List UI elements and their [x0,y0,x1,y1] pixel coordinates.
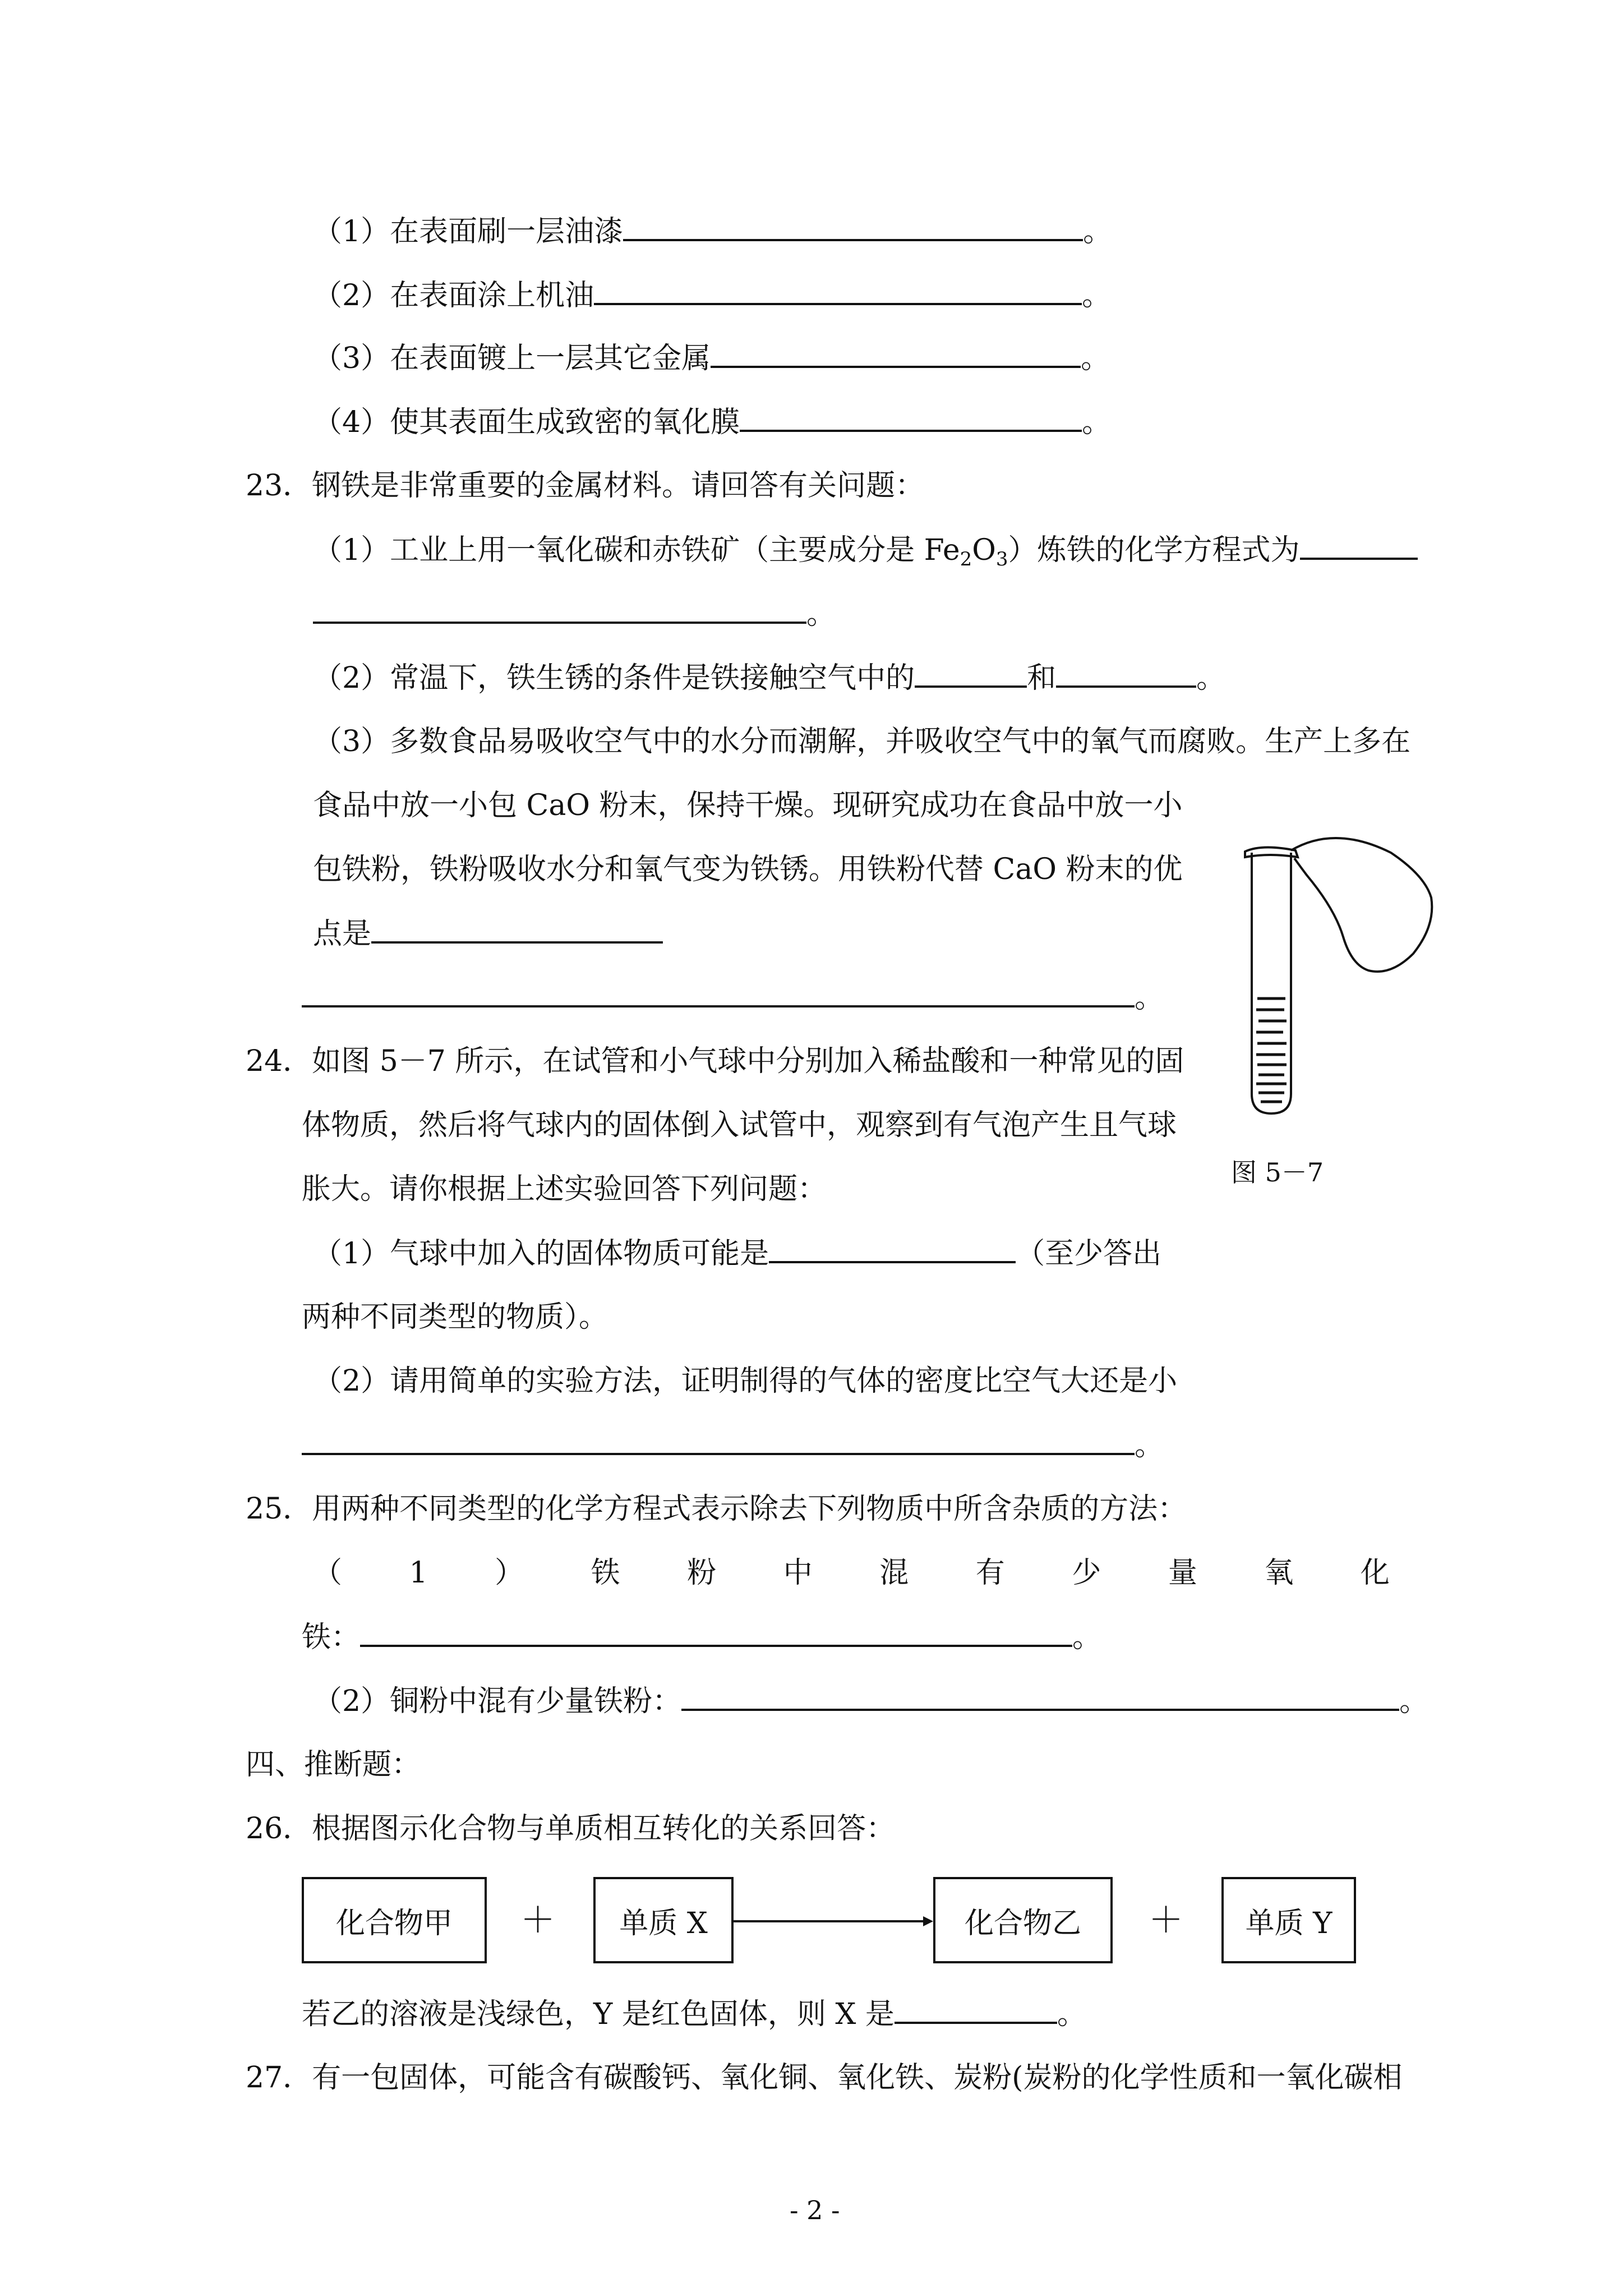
q24-part-1: （1）气球中加入的固体物质可能是 （至少答出 [313,1237,1162,1271]
answer-blank[interactable] [1056,661,1196,688]
q23-stem: 23．钢铁是非常重要的金属材料。请回答有关问题： [246,469,925,503]
q24-part-2: （2）请用简单的实验方法，证明制得的气体的密度比空气大还是小 [313,1364,1178,1398]
answer-blank[interactable] [1300,533,1418,560]
answer-blank[interactable] [740,405,1082,432]
q22-item-4-text: （4）使其表面生成致密的氧化膜 [313,406,740,439]
q27-line-1: 27．有一包固体，可能含有碳酸钙、氧化铜、氧化铁、炭粉(炭粉的化学性质和一氧化碳相 [246,2061,1403,2095]
q25-part-1-spread: （ 1 ） 铁 粉 中 混 有 少 量 氧 化 [313,1556,1390,1590]
answer-blank[interactable] [313,597,806,624]
plus-sign: ＋ [1149,1899,1184,1940]
compound-b-box: 化合物乙 [933,1877,1113,1963]
q25-part-2: （2）铜粉中混有少量铁粉： 。 [313,1685,1429,1718]
answer-blank[interactable] [681,1684,1399,1711]
q22-item-3: （3）在表面镀上一层其它金属 。 [313,342,1110,375]
answer-blank[interactable] [623,214,1083,241]
figure-caption: 图 5－7 [1231,1157,1324,1188]
answer-blank[interactable] [711,341,1081,368]
q22-item-2-text: （2）在表面涂上机油 [313,279,594,312]
answer-blank[interactable] [371,917,663,944]
answer-blank[interactable] [895,1997,1057,2024]
reaction-arrow [732,1913,934,1930]
q24-line-3: 胀大。请你根据上述实验回答下列问题： [302,1172,827,1206]
q23-part-2: （2）常温下，铁生锈的条件是铁接触空气中的 和 。 [313,661,1226,695]
section-heading: 四、推断题： [246,1748,421,1782]
plus-sign: ＋ [520,1899,556,1940]
q23-part-3-line-4: 点是 [313,917,663,950]
answer-blank[interactable] [915,661,1027,688]
page-number: - 2 - [790,2195,840,2225]
q25-stem: 25．用两种不同类型的化学方程式表示除去下列物质中所含杂质的方法： [246,1492,1187,1526]
q26-question: 若乙的溶液是浅绿色，Y 是红色固体，则 X 是 。 [302,1998,1086,2031]
answer-blank[interactable] [360,1620,1072,1647]
q23-part-3-line-3: 包铁粉，铁粉吸收水分和氧气变为铁锈。用铁粉代替 CaO 粉末的优 [313,853,1183,886]
q26-stem: 26．根据图示化合物与单质相互转化的关系回答： [246,1812,896,1846]
q22-item-1-text: （1）在表面刷一层油漆 [313,215,624,249]
q24-part-2-answer: 。 [302,1428,1164,1462]
compound-a-box: 化合物甲 [302,1877,487,1963]
answer-blank[interactable] [302,1428,1135,1455]
q24-line-2: 体物质，然后将气球内的固体倒入试管中，观察到有气泡产生且气球 [302,1108,1177,1142]
element-y-box: 单质 Y [1221,1877,1356,1963]
answer-blank[interactable] [302,981,1135,1007]
answer-blank[interactable] [769,1236,1016,1263]
test-tube-balloon-figure [1223,830,1436,1122]
q23-part-1-cont: 。 [313,597,836,631]
answer-blank[interactable] [594,278,1082,305]
q25-part-1-cont: 铁： 。 [302,1621,1102,1654]
q22-item-4: （4）使其表面生成致密的氧化膜 。 [313,406,1112,439]
q24-part-1-cont: 两种不同类型的物质）。 [302,1300,608,1334]
q23-part-3-line-1: （3）多数食品易吸收空气中的水分而潮解，并吸收空气中的氧气而腐败。生产上多在 [313,725,1411,758]
q22-item-3-text: （3）在表面镀上一层其它金属 [313,342,711,375]
q22-item-2: （2）在表面涂上机油 。 [313,279,1112,312]
q24-line-1: 24．如图 5－7 所示，在试管和小气球中分别加入稀盐酸和一种常见的固 [246,1045,1184,1078]
element-x-box: 单质 X [593,1877,734,1963]
q23-part-1: （1）工业上用一氧化碳和赤铁矿（主要成分是 $Fe_2O_3$）炼铁的化学方程式为 [313,533,1418,567]
q22-item-1: （1）在表面刷一层油漆 。 [313,215,1113,249]
q23-part-3-line-2: 食品中放一小包 CaO 粉末，保持干燥。现研究成功在食品中放一小 [313,789,1183,822]
q23-part-3-line-5: 。 [302,981,1164,1014]
